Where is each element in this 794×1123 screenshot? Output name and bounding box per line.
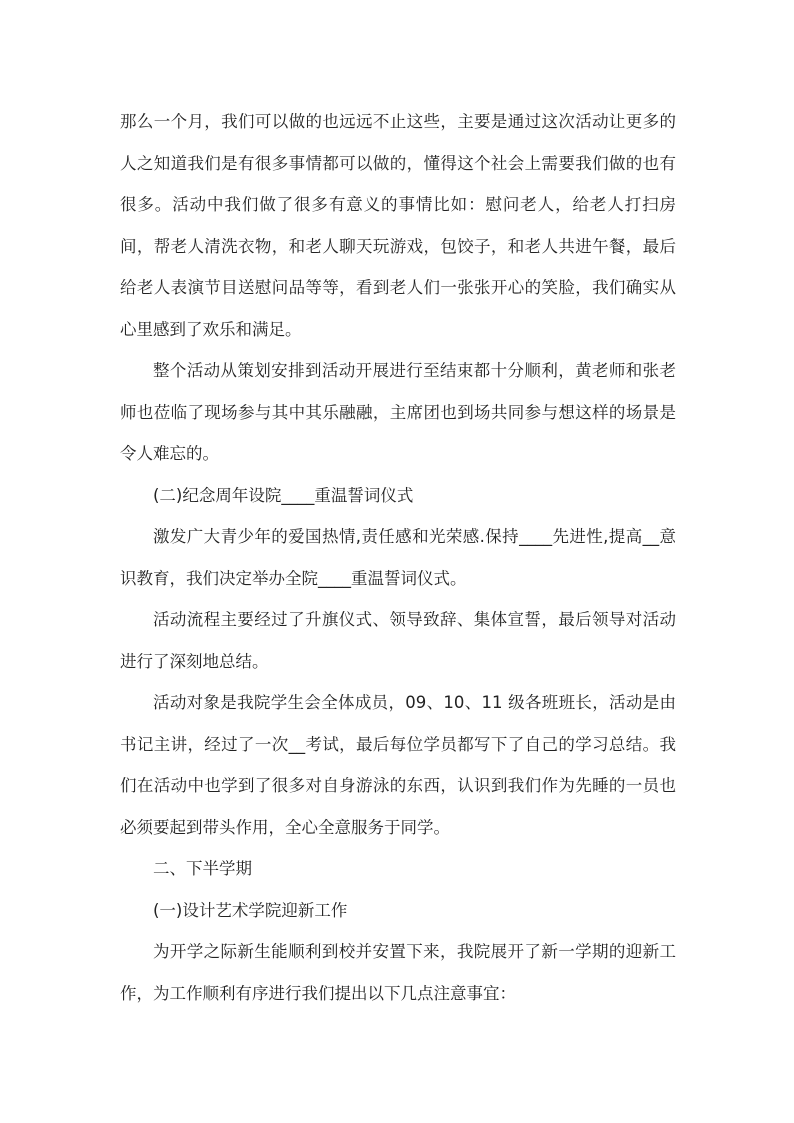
paragraph-intro-continuation: 那么一个月，我们可以做的也远远不止这些，主要是通过这次活动让更多的人之知道我们是有很多事情都可以做的，懂得这个社会上需要我们做的也有很多。活动中我们做了很多有意义的事情比如：慰问老人，给老人打扫房间，帮老人清洗衣物，和老人聊天玩游戏，包饺子，和老人共进午餐，最后给老人表演节目送慰问品等等，看到老人们一张张开心的笑脸，我们确实从心里感到了欢乐和满足。 [120, 112, 676, 339]
paragraph-oath-purpose: 激发广大青少年的爱国热情,责任感和光荣感.保持____先进性,提高__意识教育，我们决定举办全院____重温誓词仪式。 [120, 527, 676, 588]
section-heading-second-semester: 二、下半学期 [153, 859, 252, 878]
document-body [120, 101, 676, 1014]
paragraph-oath-process: 活动流程主要经过了升旗仪式、领导致辞、集体宣誓，最后领导对活动进行了深刻地总结。 [120, 610, 676, 671]
paragraph-oath-participants: 活动对象是我院学生会全体成员，09、10、11 级各班班长，活动是由书记主讲，经过了一次__考试，最后每位学员都写下了自己的学习总结。我们在活动中也学到了很多对自身游泳的东西，认识到我们作为先睡的一员也必须要起到带头作用，全心全意服务于同学。 [120, 693, 676, 837]
paragraph-activity-summary: 整个活动从策划安排到活动开展进行至结束都十分顺利，黄老师和张老师也莅临了现场参与其中其乐融融，主席团也到场共同参与想这样的场景是令人难忘的。 [120, 361, 676, 463]
subsection-heading-orientation: (一)设计艺术学院迎新工作 [153, 900, 348, 920]
paragraph-orientation-intro: 为开学之际新生能顺利到校并安置下来，我院展开了新一学期的迎新工作，为工作顺利有序进行我们提出以下几点注意事宜： [120, 942, 676, 1003]
section-heading-oath-ceremony: (二)纪念周年设院____重温誓词仪式 [153, 485, 414, 505]
